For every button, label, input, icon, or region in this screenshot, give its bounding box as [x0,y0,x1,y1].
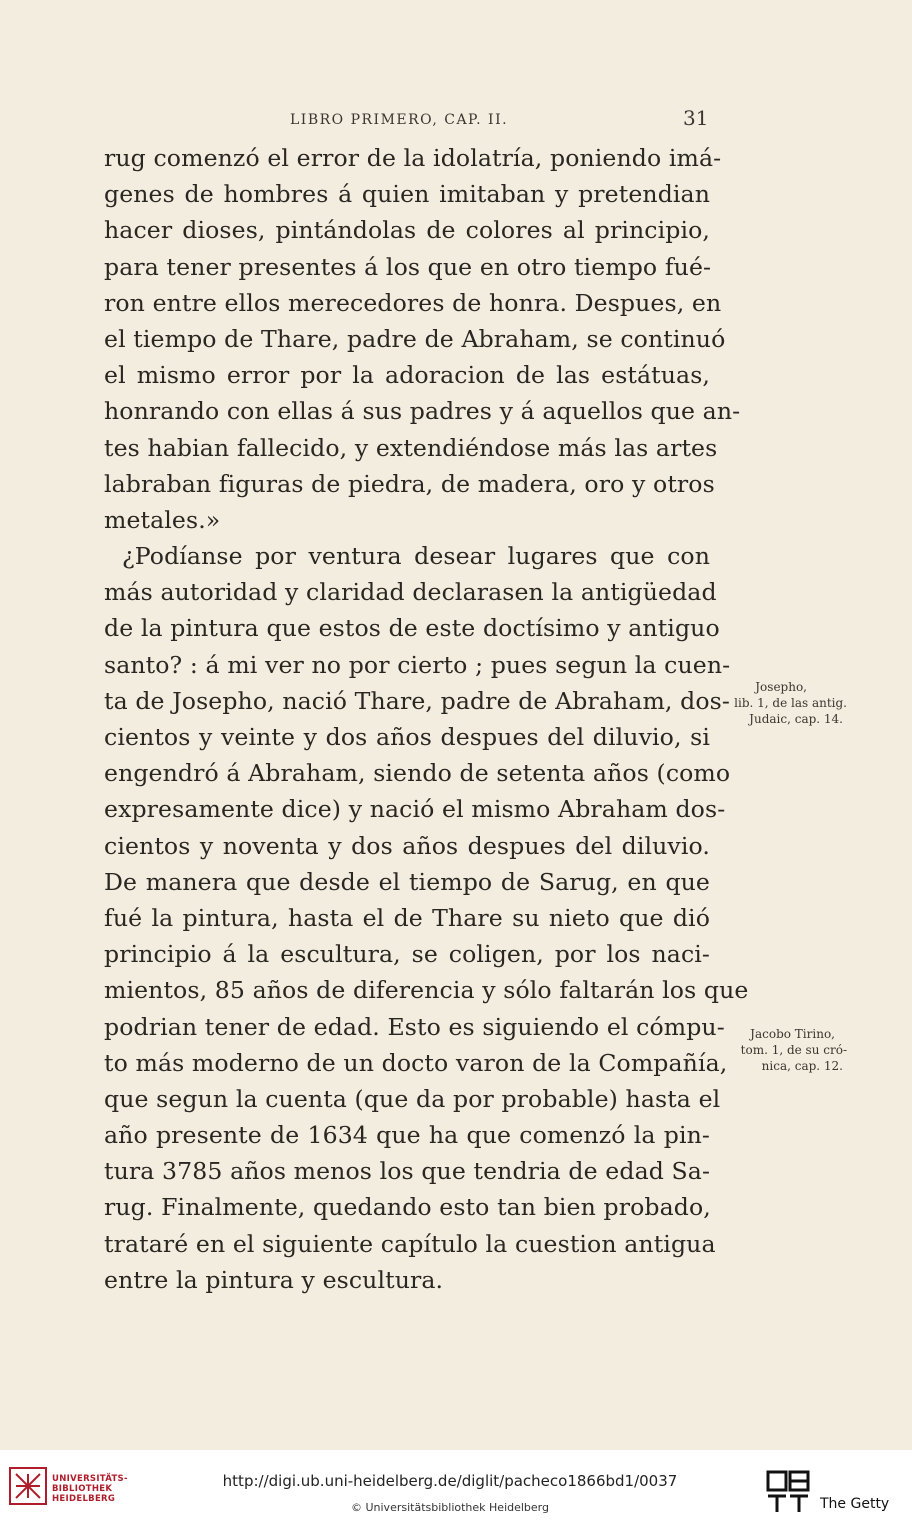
paragraph-start-line: ¿Podíanse por ventura desear lugares que con [122,542,710,571]
text-line: para tener presentes á los que en otro tiempo fué- [104,252,712,281]
permalink-url[interactable]: http://digi.ub.uni-heidelberg.de/diglit/pacheco1866bd1/0037 [222,1472,678,1490]
text-line: ta de Josepho, nació Thare, padre de Abraham, dos- [104,686,730,715]
margin-note-line: Josepho, [755,680,807,694]
institution-name-line: HEIDELBERG [52,1494,116,1504]
text-line: mientos, 85 años de diferencia y sólo faltarán los que [104,976,749,1005]
margin-note-line: Jacobo Tirino, [750,1027,835,1041]
text-line: el mismo error por la adoracion de las estátuas, [104,361,710,390]
body-text [104,140,749,1298]
margin-note-tirino [715,1026,847,1074]
text-line: fué la pintura, hasta el de Thare su nieto que dió [104,903,710,932]
text-line: expresamente dice) y nació el mismo Abraham dos- [104,795,726,824]
text-line: labraban figuras de piedra, de madera, oro y otros [104,469,715,498]
margin-note-line: Judaic, cap. 14. [749,712,843,726]
text-line: tura 3785 años menos los que tendria de edad Sa- [104,1157,711,1186]
text-line: podrian tener de edad. Esto es siguiendo el cómpu- [104,1012,725,1041]
text-line: santo? : á mi ver no por cierto ; pues segun la cuen- [104,650,731,679]
margin-note-line: lib. 1, de las antig. [734,696,847,710]
institution-name-line: BIBLIOTHEK [52,1484,113,1494]
footer-bar [0,1450,912,1526]
text-line: más autoridad y claridad declarasen la antigüedad [104,578,717,607]
text-line: tes habian fallecido, y extendiéndose más las artes [104,433,718,462]
text-line: De manera que desde el tiempo de Sarug, en que [104,867,710,896]
text-line: to más moderno de un docto varon de la Compañía, [104,1048,728,1077]
text-line: el tiempo de Thare, padre de Abraham, se continuó [104,324,726,353]
text-line: engendró á Abraham, siendo de setenta años (como [104,759,731,788]
text-line: cientos y veinte y dos años despues del diluvio, si [104,723,710,751]
running-head: LIBRO PRIMERO, CAP. II. [290,112,509,128]
page-number: 31 [683,106,709,130]
sponsor-name: The Getty [820,1496,890,1512]
getty-logo-icon [766,1470,810,1514]
text-line: cientos y noventa y dos años despues del diluvio. [104,831,710,860]
text-line: de la pintura que estos de este doctísimo y antiguo [104,614,720,643]
university-library-logo-icon [8,1466,48,1506]
margin-note-line: nica, cap. 12. [761,1059,843,1073]
text-line: rug comenzó el error de la idolatría, poniendo imá- [104,144,722,172]
margin-note-josepho [715,679,847,727]
text-line: entre la pintura y escultura. [104,1265,444,1294]
text-line: ron entre ellos merecedores de honra. Despues, en [104,288,722,317]
copyright-notice: © Universitätsbibliothek Heidelberg [350,1501,549,1514]
text-line: que segun la cuenta (que da por probable) hasta el [104,1084,721,1113]
margin-note-line: tom. 1, de su cró- [740,1043,847,1057]
text-line: trataré en el siguiente capítulo la cuestion antigua [104,1229,716,1258]
text-line: principio á la escultura, se coligen, por los naci- [104,940,710,969]
text-line: hacer dioses, pintándolas de colores al principio, [104,216,710,245]
text-line: rug. Finalmente, quedando esto tan bien probado, [104,1193,711,1222]
institution-name-line: UNIVERSITÄTS- [52,1474,128,1484]
text-line: genes de hombres á quien imitaban y pretendian [104,180,710,209]
text-line: año presente de 1634 que ha que comenzó la pin- [104,1121,710,1150]
text-line: metales.» [104,505,221,534]
institution-name [52,1474,128,1504]
text-line: honrando con ellas á sus padres y á aquellos que an- [104,397,741,426]
